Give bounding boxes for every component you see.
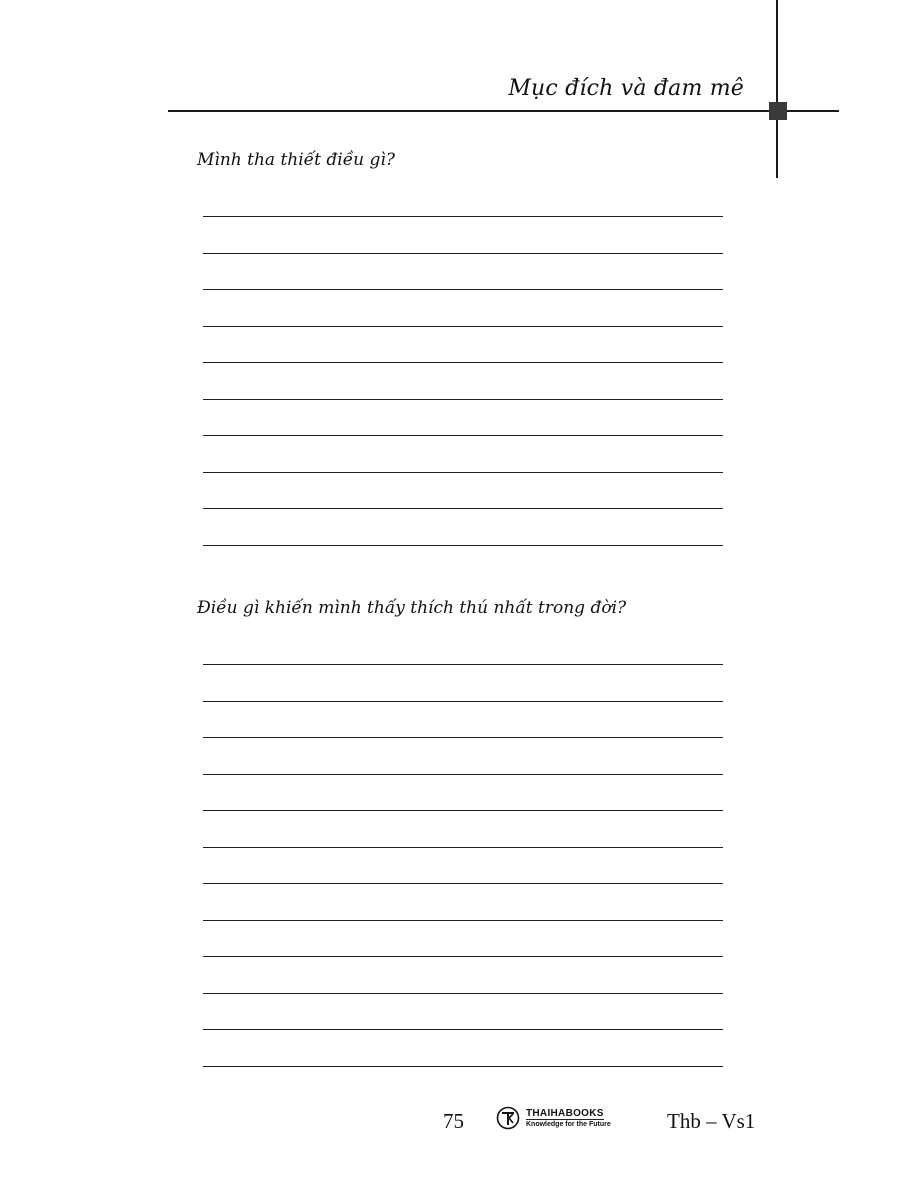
answer-line <box>203 664 723 701</box>
answer-line <box>203 956 723 993</box>
answer-line <box>203 920 723 957</box>
answer-line <box>203 1029 723 1066</box>
thaihabooks-logo-icon <box>496 1106 520 1130</box>
page-number: 75 <box>443 1109 464 1133</box>
answer-line <box>203 847 723 884</box>
running-title: Mục đích và đam mê <box>508 76 744 101</box>
crop-mark-square <box>769 102 787 120</box>
answer-line <box>203 883 723 920</box>
question-2: Điều gì khiến mình thấy thích thú nhất trong đời? <box>197 598 627 618</box>
answer-line <box>203 774 723 811</box>
answer-line <box>203 326 723 363</box>
answer-line <box>203 508 723 545</box>
answer-lines-2 <box>203 664 723 1102</box>
page-footer <box>0 1105 910 1139</box>
header-rule <box>168 110 839 112</box>
answer-line <box>203 993 723 1030</box>
answer-line <box>203 545 723 582</box>
answer-line <box>203 472 723 509</box>
answer-line <box>203 737 723 774</box>
crop-mark-vertical <box>776 0 778 178</box>
logo-name: THAIHABOOKS <box>526 1108 604 1119</box>
answer-line <box>203 701 723 738</box>
answer-line <box>203 399 723 436</box>
answer-lines-1 <box>203 216 723 581</box>
answer-line <box>203 362 723 399</box>
answer-line <box>203 810 723 847</box>
answer-line <box>203 289 723 326</box>
answer-line <box>203 253 723 290</box>
answer-line <box>203 1066 723 1103</box>
answer-line <box>203 216 723 253</box>
answer-line <box>203 435 723 472</box>
publisher-logo <box>496 1105 636 1135</box>
logo-tagline: Knowledge for the Future <box>526 1121 611 1128</box>
imprint-code: Thb – Vs1 <box>667 1109 756 1133</box>
question-1: Mình tha thiết điều gì? <box>197 150 395 170</box>
